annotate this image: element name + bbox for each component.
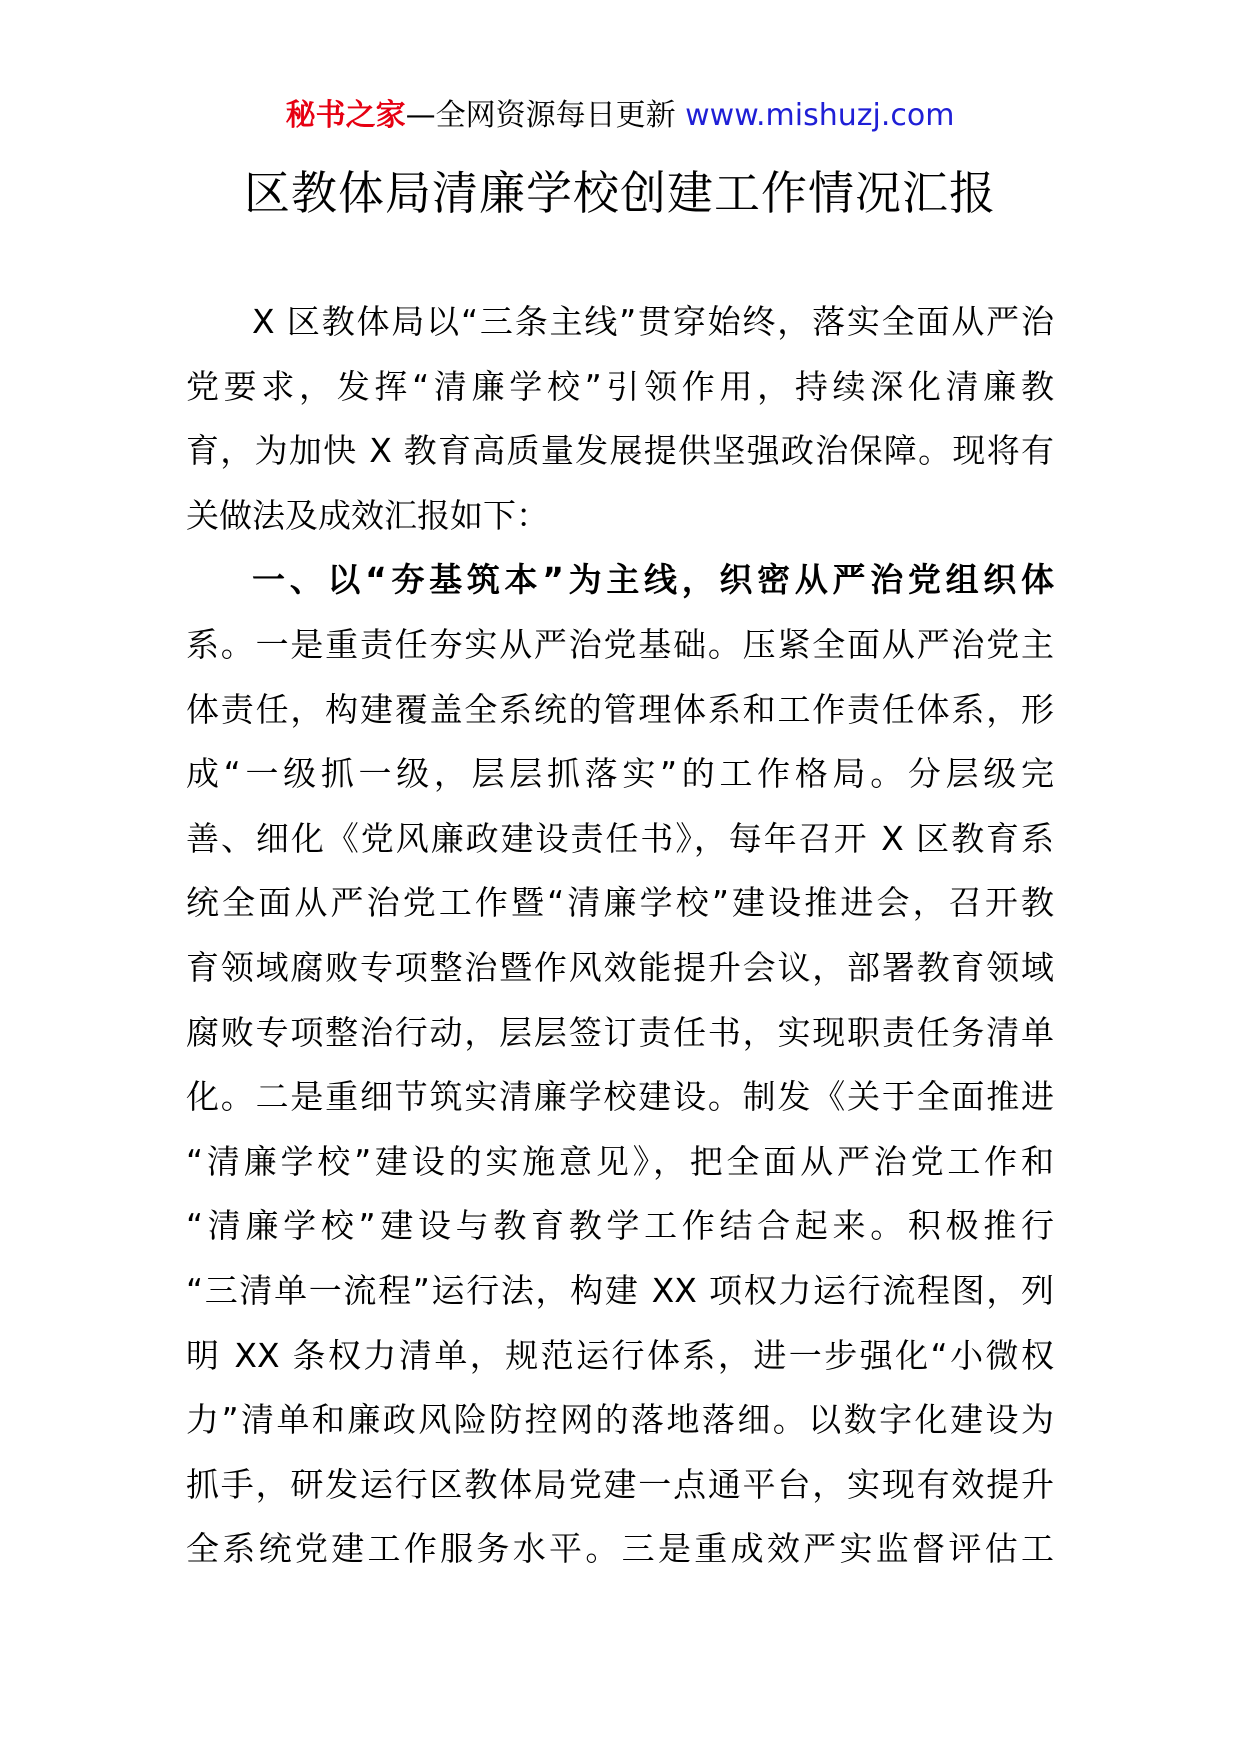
paragraph-line: 力”清单和廉政风险防控网的落地落细。以数字化建设为 — [186, 1400, 1054, 1440]
paragraph-line: 成“一级抓一级，层层抓落实”的工作格局。分层级完 — [186, 754, 1054, 794]
document-body — [186, 290, 1054, 1582]
paragraph-line: 善、细化《党风廉政建设责任书》，每年召开 X 区教育系 — [186, 818, 1054, 858]
paragraph-line: 关做法及成效汇报如下： — [186, 495, 549, 535]
document-title: 区教体局清廉学校创建工作情况汇报 — [244, 166, 996, 220]
paragraph-line: 体责任，构建覆盖全系统的管理体系和工作责任体系，形 — [186, 689, 1054, 729]
paragraph-line: 化。二是重细节筑实清廉学校建设。制发《关于全面推进 — [186, 1077, 1054, 1117]
paragraph-line: 党要求，发挥“清廉学校”引领作用，持续深化清廉教 — [186, 366, 1054, 406]
paragraph-line: 系。一是重责任夯实从严治党基础。压紧全面从严治党主 — [186, 624, 1054, 664]
section-heading-line: 一、以“夯基筑本”为主线，织密从严治党组织体 — [252, 560, 1054, 600]
site-header — [0, 96, 1240, 136]
paragraph-line: 育，为加快 X 教育高质量发展提供坚强政治保障。现将有 — [186, 431, 1054, 471]
site-brand: 秘书之家 — [285, 98, 406, 133]
paragraph-line: 统全面从严治党工作暨“清廉学校”建设推进会，召开教 — [186, 883, 1054, 923]
site-tagline: —全网资源每日更新 — [405, 98, 686, 133]
paragraph-line: 育领域腐败专项整治暨作风效能提升会议，部署教育领域 — [186, 947, 1054, 987]
paragraph-line: 全系统党建工作服务水平。三是重成效严实监督评估工 — [186, 1529, 1054, 1569]
paragraph-line: X 区教体局以“三条主线”贯穿始终，落实全面从严治 — [252, 302, 1054, 341]
paragraph-line: “三清单一流程”运行法，构建 XX 项权力运行流程图，列 — [186, 1270, 1054, 1310]
paragraph-line: 抓手，研发运行区教体局党建一点通平台，实现有效提升 — [186, 1464, 1054, 1504]
paragraph-line: “清廉学校”建设的实施意见》，把全面从严治党工作和 — [186, 1141, 1054, 1181]
paragraph-line: 明 XX 条权力清单，规范运行体系，进一步强化“小微权 — [186, 1335, 1054, 1375]
site-url[interactable]: www.mishuzj.com — [685, 98, 955, 133]
paragraph-line: 腐败专项整治行动，层层签订责任书，实现职责任务清单 — [186, 1012, 1054, 1052]
paragraph-line: “清廉学校”建设与教育教学工作结合起来。积极推行 — [186, 1206, 1054, 1246]
